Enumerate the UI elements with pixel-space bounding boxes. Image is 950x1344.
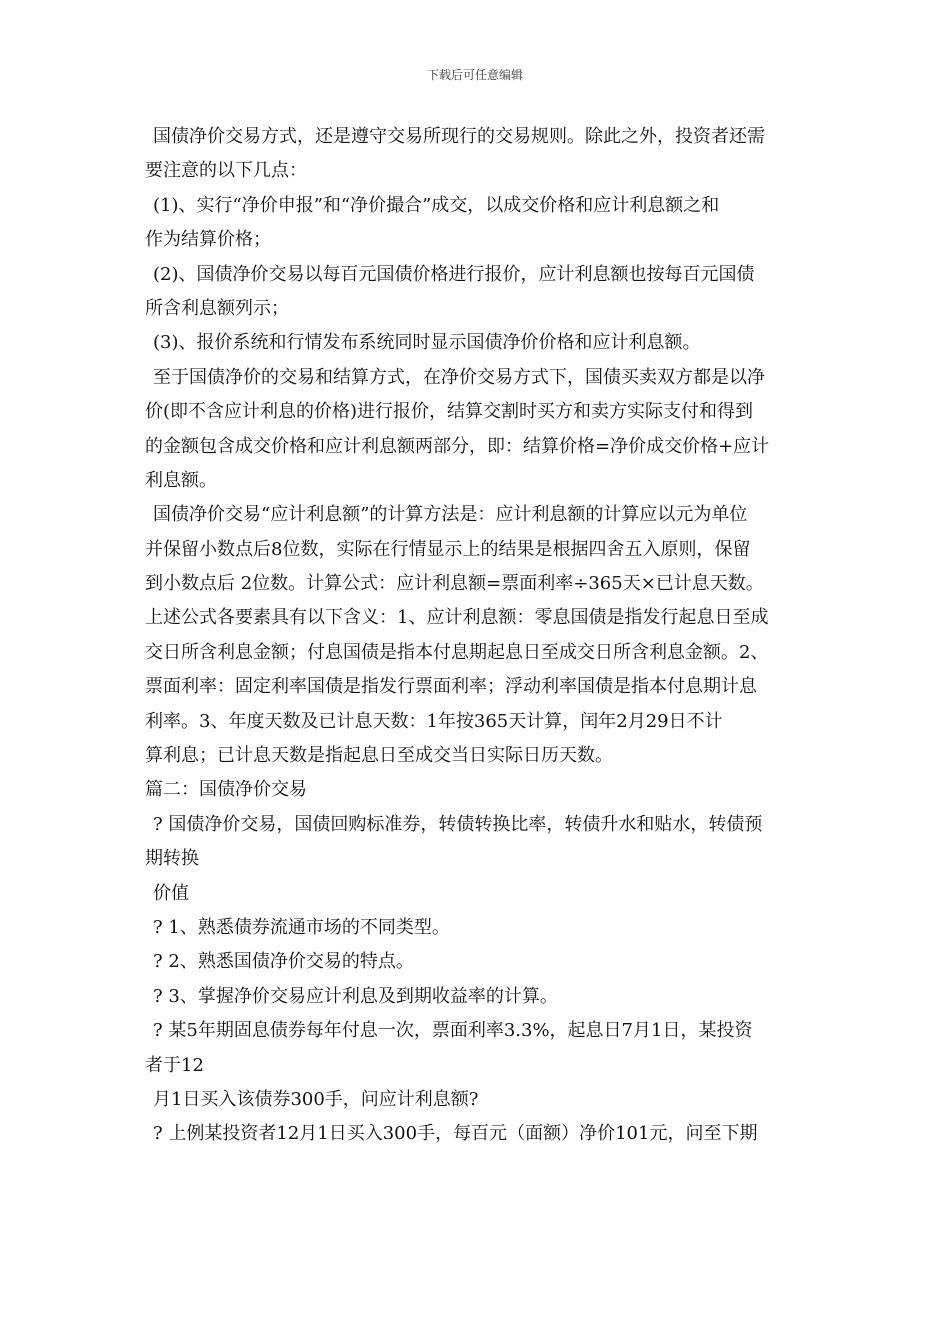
text-line: ? 3、掌握净价交易应计利息及到期收益率的计算。 xyxy=(153,985,558,1007)
text-line: 所含利息额列示； xyxy=(145,297,289,319)
text-line: (3)、报价系统和行情发布系统同时显示国债净价价格和应计利息额。 xyxy=(153,332,701,354)
text-line: 利息额。 xyxy=(145,469,217,491)
text-line: 的金额包含成交价格和应计利息额两部分，即：结算价格=净价成交价格+应计 xyxy=(145,435,770,457)
text-line: 作为结算价格； xyxy=(145,229,271,251)
page-header: 下载后可任意编辑 xyxy=(426,68,523,82)
text-line: 算利息；已计息天数是指起息日至成交当日实际日历天数。 xyxy=(145,745,613,767)
text-line: ? 上例某投资者12月1日买入300手，每百元（面额）净价101元，问至下期 xyxy=(153,1123,758,1145)
text-line: 国债净价交易“应计利息额”的计算方法是：应计利息额的计算应以元为单位 xyxy=(153,504,748,526)
text-line: 上述公式各要素具有以下含义：1、应计利息额：零息国债是指发行起息日至成 xyxy=(145,607,769,629)
text-line: 至于国债净价的交易和结算方式，在净价交易方式下，国债买卖双方都是以净 xyxy=(153,366,765,388)
text-line: 并保留小数点后8位数，实际在行情显示上的结果是根据四舍五入原则，保留 xyxy=(145,538,751,560)
text-line: 价(即不含应计利息的价格)进行报价，结算交割时买方和卖方实际支付和得到 xyxy=(145,401,754,423)
text-line: 要注意的以下几点： xyxy=(145,160,307,182)
text-line: 价值 xyxy=(153,882,189,904)
text-line: 期转换 xyxy=(145,848,199,870)
text-line: 利率。3、年度天数及已计息天数：1年按365天计算，闰年2月29日不计 xyxy=(145,710,723,732)
text-line: 篇二：国债净价交易 xyxy=(145,779,307,801)
text-line: 到小数点后 2位数。计算公式：应计利息额=票面利率÷365天×已计息天数。 xyxy=(145,573,764,595)
text-line: 交日所含利息金额；付息国债是指本付息期起息日至成交日所含利息金额。2、 xyxy=(145,641,769,663)
text-line: 月1日买入该债券300手，问应计利息额? xyxy=(153,1088,479,1110)
text-line: 国债净价交易方式，还是遵守交易所现行的交易规则。除此之外，投资者还需 xyxy=(153,126,765,147)
text-line: 票面利率：固定利率国债是指发行票面利率；浮动利率国债是指本付息期计息 xyxy=(145,676,757,698)
text-line: (2)、国债净价交易以每百元国债价格进行报价，应计利息额也按每百元国债 xyxy=(153,263,755,285)
document-body xyxy=(145,120,813,1152)
text-line: ? 国债净价交易，国债回购标准券，转债转换比率，转债升水和贴水，转债预 xyxy=(153,813,763,835)
text-line: 者于12 xyxy=(145,1054,204,1076)
text-line: (1)、实行“净价申报”和“净价撮合”成交，以成交价格和应计利息额之和 xyxy=(153,194,720,216)
text-line: ? 2、熟悉国债净价交易的特点。 xyxy=(153,951,414,973)
text-line: ? 某5年期固息债券每年付息一次，票面利率3.3%，起息日7月1日，某投资 xyxy=(153,1020,753,1042)
text-line: ? 1、熟悉债券流通市场的不同类型。 xyxy=(153,916,450,938)
